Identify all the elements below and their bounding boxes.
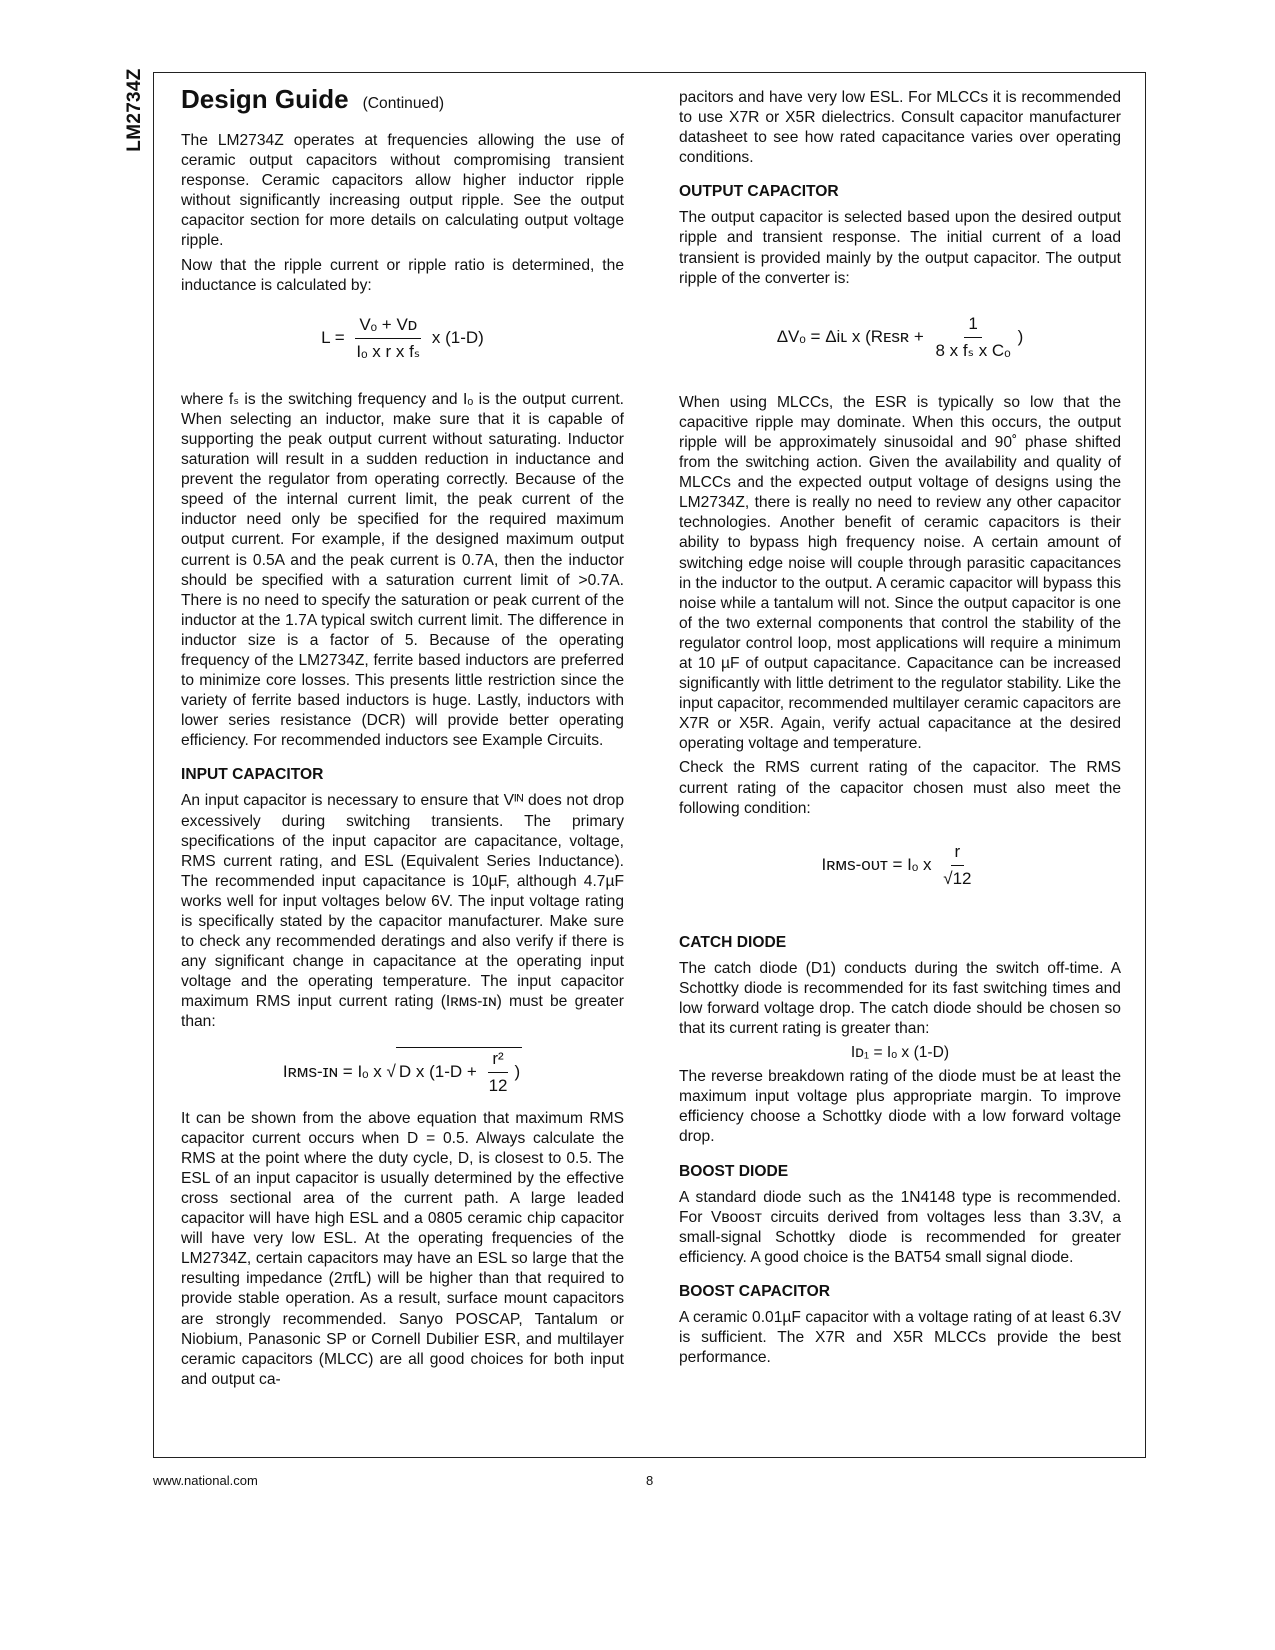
output-rms-equation: Iʀᴍs-ᴏᴜᴛ = Iₒ x $\frac{r}{√12}$ (821, 841, 972, 888)
paragraph: The LM2734Z operates at frequencies allowing the use of ceramic output capacitors without compromising transient response. Ceramic capacitors allow higher inductor ripple without significantly increasing output ripple. See the output capacitor section for more details on calculating output voltage ripple. (181, 132, 624, 250)
input-rms-equation: Iʀᴍs-ɪɴ = Iₒ x √ D x (1-D + $\frac{\text{r²}}{12}$ ) (282, 1048, 521, 1095)
paragraph: Check the RMS current rating of the capacitor. The RMS current rating of the capacitor chosen must also meet the following condition: (679, 759, 1121, 817)
section-heading-input-capacitor: INPUT CAPACITOR (181, 766, 324, 784)
paragraph: The reverse breakdown rating of the diode must be at least the maximum input voltage plus appropriate margin. To improve efficiency choose a Schottky diode with a low forward voltage drop. (679, 1068, 1121, 1146)
section-heading-boost-diode: BOOST DIODE (679, 1162, 789, 1180)
right-column (679, 88, 1121, 1372)
paragraph: where fₛ is the switching frequency and Iₒ is the output current. When selecting an inductor, make sure that it is capable of supporting the peak output current without saturating. Inductor saturation will result in a sudden reduction in inductance and prevent the regulator from operating correctly. Because of the speed of the internal current limit, the peak current of the inductor need only be specified for the required maximum output current. For example, if the designed maximum output current is 0.5A and the peak current is 0.7A, then the inductor should be specified with a saturation current limit of >0.7A. There is no need to specify the saturation or peak current of the inductor at the 1.7A typical switch current limit. The difference in inductor size is a factor of 5. Because of the operating frequency of the LM2734Z, ferrite based inductors are preferred to minimize core losses. This presents little restriction since the variety of ferrite based inductors is huge. Lastly, inductors with lower series resistance (DCR) will provide better operating efficiency. For recommended inductors see Example Circuits. (181, 390, 624, 750)
section-heading-output-capacitor: OUTPUT CAPACITOR (679, 183, 839, 201)
paragraph: When using MLCCs, the ESR is typically so low that the capacitive ripple may dominate. When this occurs, the output ripple will be approximately sinusoidal and 90˚ phase shifted from the switching action. Given the availability and quality of MLCCs and the expected output voltage of designs using the LM2734Z, there is really no need to review any other capacitor technologies. Another benefit of ceramic capacitors is their ability to bypass high frequency noise. A certain amount of switching edge noise will couple through parasitic capacitances in the inductor to the output. A ceramic capacitor will bypass this noise while a tantalum will not. Since the output capacitor is one of the two external components that control the stability of the regulator control loop, most applications will require a minimum at 10 µF of output capacitance. Capacitance can be increased significantly with little detriment to the regulator stability. Like the input capacitor, recommended multilayer ceramic capacitors are X7R or X5R. Again, verify actual capacitance at the desired operating voltage and temperature. (679, 393, 1121, 753)
section-heading-boost-capacitor: BOOST CAPACITOR (679, 1282, 831, 1300)
footer-url: www.national.com (153, 1473, 258, 1488)
page-number: 8 (646, 1473, 654, 1488)
paragraph: pacitors and have very low ESL. For MLCCs it is recommended to use X7R or X5R dielectrics. Consult capacitor manufacturer datasheet to see how rated capacitance varies over operating conditions. (679, 89, 1121, 167)
paragraph: The output capacitor is selected based upon the desired output ripple and transient response. The initial current of a load transient is provided mainly by the output capacitor. The output ripple of the converter is: (679, 209, 1121, 287)
inductance-equation: L = $\frac{\text{Vₒ + Vᴅ}}{\text{Iₒ x r x fₛ}}$ x (1-D) (321, 314, 484, 361)
paragraph: The catch diode (D1) conducts during the switch off-time. A Schottky diode is recommended for its fast switching times and low forward voltage drop. The catch diode should be chosen so that its current rating is greater than: (679, 959, 1121, 1037)
page-title: Design Guide (Continued) (181, 84, 445, 114)
paragraph: It can be shown from the above equation that maximum RMS capacitor current occurs when D = 0.5. Always calculate the RMS at the point where the duty cycle, D, is closest to 0.5. The ESL of an input capacitor is usually determined by the effective cross sectional area of the current path. A large leaded capacitor will have high ESL and a 0805 ceramic chip capacitor will have very low ESL. At the operating frequencies of the LM2734Z, certain capacitors may have an ESL so large that the resulting impedance (2πfL) will be higher than that required to provide stable operation. As a result, surface mount capacitors are strongly recommended. Sanyo POSCAP, Tantalum or Niobium, Panasonic SP or Cornell Dubilier ESR, and multilayer ceramic capacitors (MLCC) are all good choices for both input and output ca- (181, 1109, 624, 1388)
left-column (181, 84, 624, 1394)
paragraph: A ceramic 0.01µF capacitor with a voltage rating of at least 6.3V is sufficient. The X7R and X5R MLCCs provide the best performance. (679, 1308, 1121, 1367)
continued-label: (Continued) (362, 95, 445, 112)
paragraph: Now that the ripple current or ripple ratio is determined, the inductance is calculated by: (181, 256, 624, 294)
section-heading-catch-diode: CATCH DIODE (679, 933, 787, 951)
part-number-side-label: LM2734Z (124, 68, 145, 152)
paragraph: An input capacitor is necessary to ensure that Vᴵᴺ does not drop excessively during switching transients. The primary specifications of the input capacitor are capacitance, voltage, RMS current rating, and ESL (Equivalent Series Inductance). The recommended input capacitance is 10µF, although 4.7µF works well for input voltages below 6V. The input voltage rating is specifically stated by the capacitor manufacturer. Make sure to check any recommended deratings and also verify if there is any significant change in capacitance at the operating input voltage and the operating temperature. The input capacitor maximum RMS input current rating (Iʀᴍs-ɪɴ) must be greater than: (181, 792, 624, 1031)
paragraph: A standard diode such as the 1N4148 type is recommended. For Vʙᴏᴏsᴛ circuits derived from voltages less than 3.3V, a small-signal Schottky diode is recommended for greater efficiency. A good choice is the BAT54 small signal diode. (679, 1188, 1121, 1266)
output-ripple-equation: ΔVₒ = Δiʟ x (Rᴇsʀ + $\frac{1}{\text{8 x fₛ x Cₒ}}$ ) (776, 313, 1024, 360)
catch-diode-equation: Iᴅ₁ = Iₒ x (1-D) (850, 1044, 950, 1062)
